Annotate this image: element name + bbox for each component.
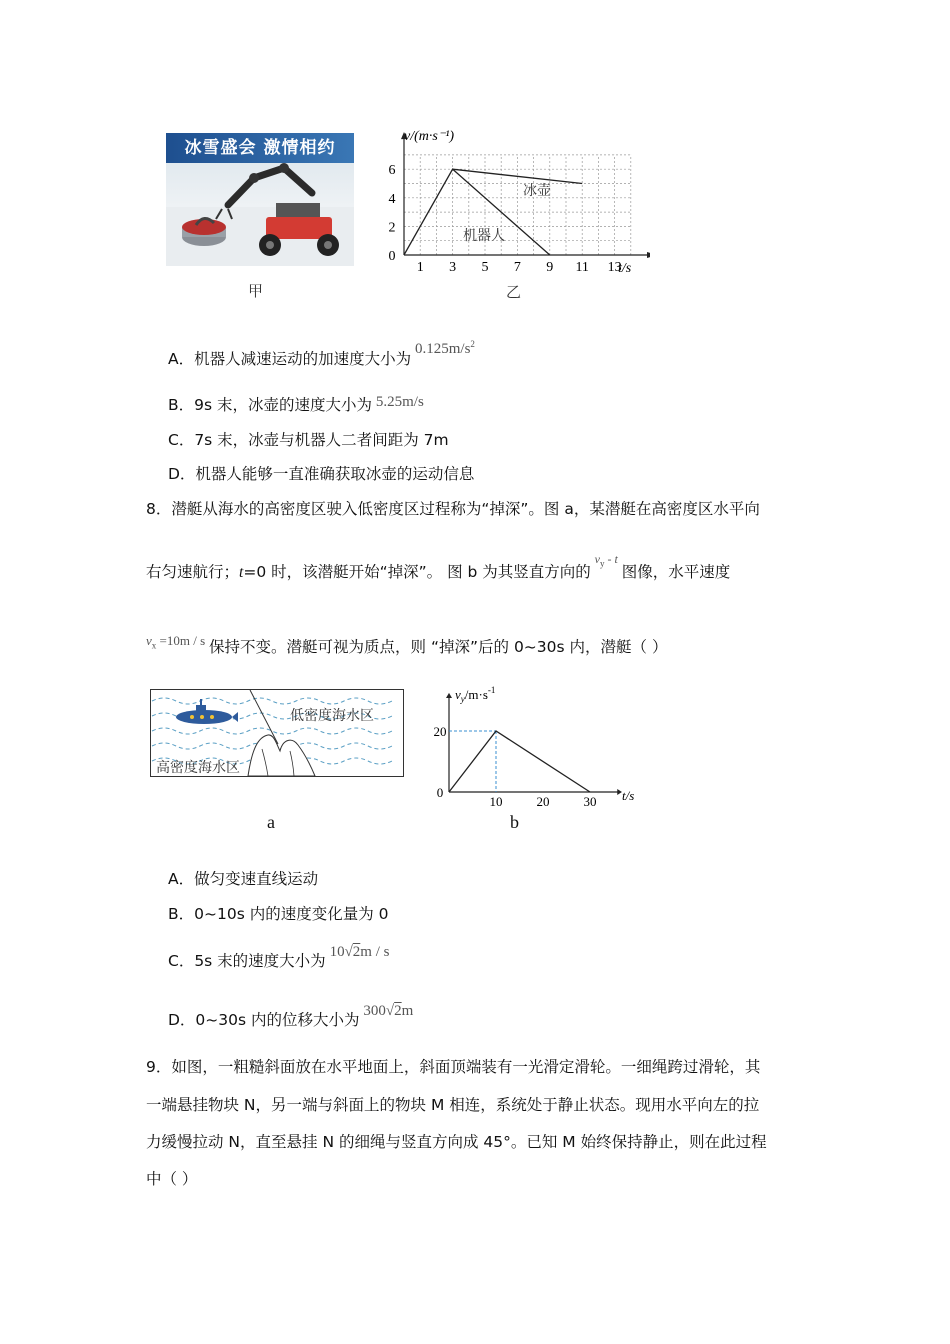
x-tick-label: 9 <box>546 260 554 275</box>
q7-b-math: 5.25m/s <box>375 394 424 410</box>
q8-line-1: 8．潜艇从海水的高密度区驶入低密度区过程称为“掉深”。图 a，某潜艇在高密度区水平向 <box>146 500 760 518</box>
robot-series-label: 机器人 <box>463 228 505 244</box>
y-tick-label: 0 <box>388 249 396 264</box>
velocity-time-chart-2 <box>425 685 650 810</box>
chart-axes <box>389 132 651 275</box>
q9-line-1: 9．如图，一粗糙斜面放在水平地面上，斜面顶端装有一光滑定滑轮。一细绳跨过滑轮，其 <box>146 1058 761 1076</box>
q8-d-math: 300√2m <box>363 1003 414 1019</box>
y-tick-label: 4 <box>388 191 396 207</box>
high-density-label: 高密度海水区 <box>156 760 240 776</box>
y-axis-label: $v_y/m\cdot s^{-1}$ <box>455 685 496 704</box>
chart-grid <box>404 155 631 255</box>
q8-line-2: 右匀速航行；t=0 时，该潜艇开始“掉深”。 图 b 为其竖直方向的 $^{v_y - t}$ 图像，水平速度 <box>146 552 731 581</box>
y-axis-label: v/(m·s⁻¹) <box>404 129 455 144</box>
x-tick-label: 30 <box>583 794 597 809</box>
q8-c-math: 10√2m / s <box>329 944 390 960</box>
q7-b-text: B．9s 末，冰壶的速度大小为 <box>168 396 372 414</box>
y-tick-label: 0 <box>436 785 444 800</box>
photo-caption: 甲 <box>248 282 264 300</box>
q8-option-c[interactable]: C．5s 末的速度大小为 10√2m / s <box>168 944 390 970</box>
q8-vx-math: vx =10m / s <box>146 633 206 651</box>
x-tick-label: 5 <box>481 260 489 275</box>
q9-line-4: 中（ ） <box>146 1170 198 1188</box>
series-line <box>449 731 590 792</box>
low-density-label: 低密度海水区 <box>290 708 374 724</box>
y-tick-label: 20 <box>433 724 447 739</box>
x-tick-label: 1 <box>416 260 424 275</box>
x-tick-label: 3 <box>449 260 457 275</box>
x-tick-label: 13 <box>607 260 622 275</box>
y-tick-label: 6 <box>388 163 396 179</box>
x-axis-label: t/s <box>618 261 632 276</box>
x-tick-label: 20 <box>536 794 550 809</box>
q9-line-2: 一端悬挂物块 N，另一端与斜面上的物块 M 相连，系统处于静止状态。现用水平向左的拉 <box>146 1096 760 1114</box>
x-tick-label: 10 <box>489 794 503 809</box>
submarine-figure-a <box>150 689 405 778</box>
y-axis-arrow <box>446 693 452 698</box>
q9-line-3: 力缓慢拉动 N，直至悬挂 N 的细绳与竖直方向成 45°。已知 M 始终保持静止，则在此过程 <box>146 1133 767 1151</box>
robot-illustration <box>166 133 354 266</box>
figure-a-caption: a <box>267 812 275 832</box>
graph-caption: 乙 <box>506 283 522 301</box>
q8-option-d[interactable]: D．0~30s 内的位移大小为 300√2m <box>168 1003 414 1029</box>
q7-option-d[interactable]: D．机器人能够一直准确获取冰壶的运动信息 <box>168 465 475 483</box>
x-axis-label: t/s <box>622 788 635 803</box>
y-tick-label: 2 <box>388 220 396 236</box>
q7-option-c[interactable]: C．7s 末，冰壶与机器人二者间距为 7m <box>168 431 449 449</box>
x-tick-label: 11 <box>575 260 589 275</box>
q7-option-a[interactable] <box>168 339 475 368</box>
robot-curling-photo <box>166 133 354 266</box>
curling-series-label: 冰壶 <box>523 183 551 199</box>
q8-option-b[interactable]: B．0~10s 内的速度变化量为 0 <box>168 905 389 923</box>
q7-a-text: A．机器人减速运动的加速度大小为 <box>168 350 412 368</box>
q8-line-3: $^{v_x =10m / s}$ 保持不变。潜艇可视为质点，则 “掉深”后的 0~30s 内，潜艇（ ） <box>146 633 668 656</box>
q7-a-math: $0.125m/s^2$ <box>414 339 475 357</box>
q8-vy-t-math: vy - t <box>594 552 618 569</box>
photo-banner: 冰雪盛会 激情相约 <box>166 133 354 163</box>
x-axis-arrow <box>647 252 650 258</box>
x-tick-label: 7 <box>513 260 521 275</box>
q7-option-b[interactable] <box>168 394 424 414</box>
chart-series <box>449 731 590 792</box>
q8-option-a[interactable]: A．做匀变速直线运动 <box>168 870 319 888</box>
velocity-time-chart-1 <box>380 122 650 302</box>
figure-b-caption: b <box>510 812 519 832</box>
